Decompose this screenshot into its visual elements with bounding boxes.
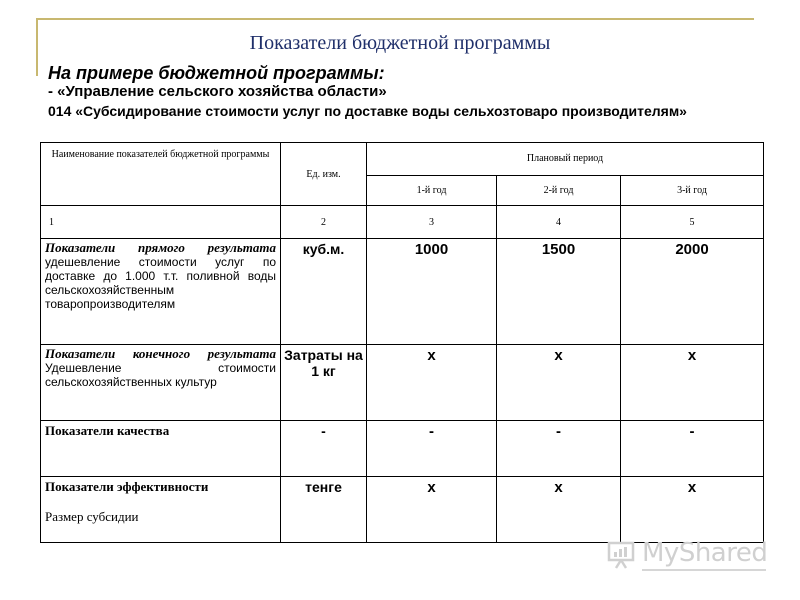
watermark-text: MyShared	[642, 538, 768, 568]
row-value-year-1: х	[367, 477, 497, 543]
subtitle-example: На примере бюджетной программы:	[48, 63, 385, 83]
table-row	[41, 239, 764, 345]
row-unit: тенге	[281, 477, 367, 543]
row-value-year-2: -	[497, 421, 621, 477]
frame-top-line	[36, 18, 754, 20]
column-numbers-row	[41, 206, 764, 239]
row-value-year-3: х	[621, 345, 764, 421]
row-label-cell	[41, 477, 281, 543]
header-year-1: 1-й год	[367, 175, 497, 205]
watermark	[606, 536, 766, 572]
slide-title: Показатели бюджетной программы	[249, 32, 551, 54]
table-row	[41, 345, 764, 421]
header-name: Наименование показателей бюджетной программы	[41, 143, 281, 206]
row-note: Размер субсидии	[45, 509, 139, 524]
row-title: Показатели качества	[45, 423, 170, 438]
column-number: 1	[41, 206, 281, 239]
row-value-year-1: х	[367, 345, 497, 421]
row-title: Показатели конечного результата	[45, 346, 276, 361]
column-number: 2	[281, 206, 367, 239]
row-title: Показатели эффективности	[45, 479, 209, 494]
subtitle-program: 014 «Субсидирование стоимости услуг по доставке воды сельхозтоваро производителям»	[48, 103, 687, 119]
row-unit: Затраты на 1 кг	[281, 345, 367, 421]
header-unit: Ед. изм.	[281, 143, 367, 206]
row-value-year-3: х	[621, 477, 764, 543]
header-row	[41, 143, 764, 176]
row-value-year-1: -	[367, 421, 497, 477]
row-value-year-2: 1500	[497, 239, 621, 345]
row-value-year-1: 1000	[367, 239, 497, 345]
row-title: Показатели прямого результата	[45, 240, 276, 255]
row-value-year-2: х	[497, 345, 621, 421]
subtitle-department: - «Управление сельского хозяйства области»	[48, 83, 387, 100]
row-unit: куб.м.	[281, 239, 367, 345]
header-year-2: 2-й год	[497, 175, 621, 205]
budget-indicators-table	[40, 142, 764, 543]
table-row	[41, 421, 764, 477]
row-value-year-3: -	[621, 421, 764, 477]
column-number: 3	[367, 206, 497, 239]
table-row	[41, 477, 764, 543]
row-description: удешевление стоимости услуг по доставке до 1.000 т.т. поливной воды сельскохозяйственным товаропроизводителям	[45, 255, 276, 311]
column-number: 4	[497, 206, 621, 239]
header-year-3: 3-й год	[621, 175, 764, 205]
row-value-year-2: х	[497, 477, 621, 543]
row-description: Удешевление стоимости сельскохозяйственных культур	[45, 361, 276, 389]
watermark-underline	[642, 569, 766, 571]
row-label-cell	[41, 345, 281, 421]
row-label-cell	[41, 421, 281, 477]
presentation-board-icon	[606, 538, 638, 570]
row-unit: -	[281, 421, 367, 477]
row-label-cell	[41, 239, 281, 345]
header-period: Плановый период	[367, 143, 764, 176]
row-value-year-3: 2000	[621, 239, 764, 345]
column-number: 5	[621, 206, 764, 239]
